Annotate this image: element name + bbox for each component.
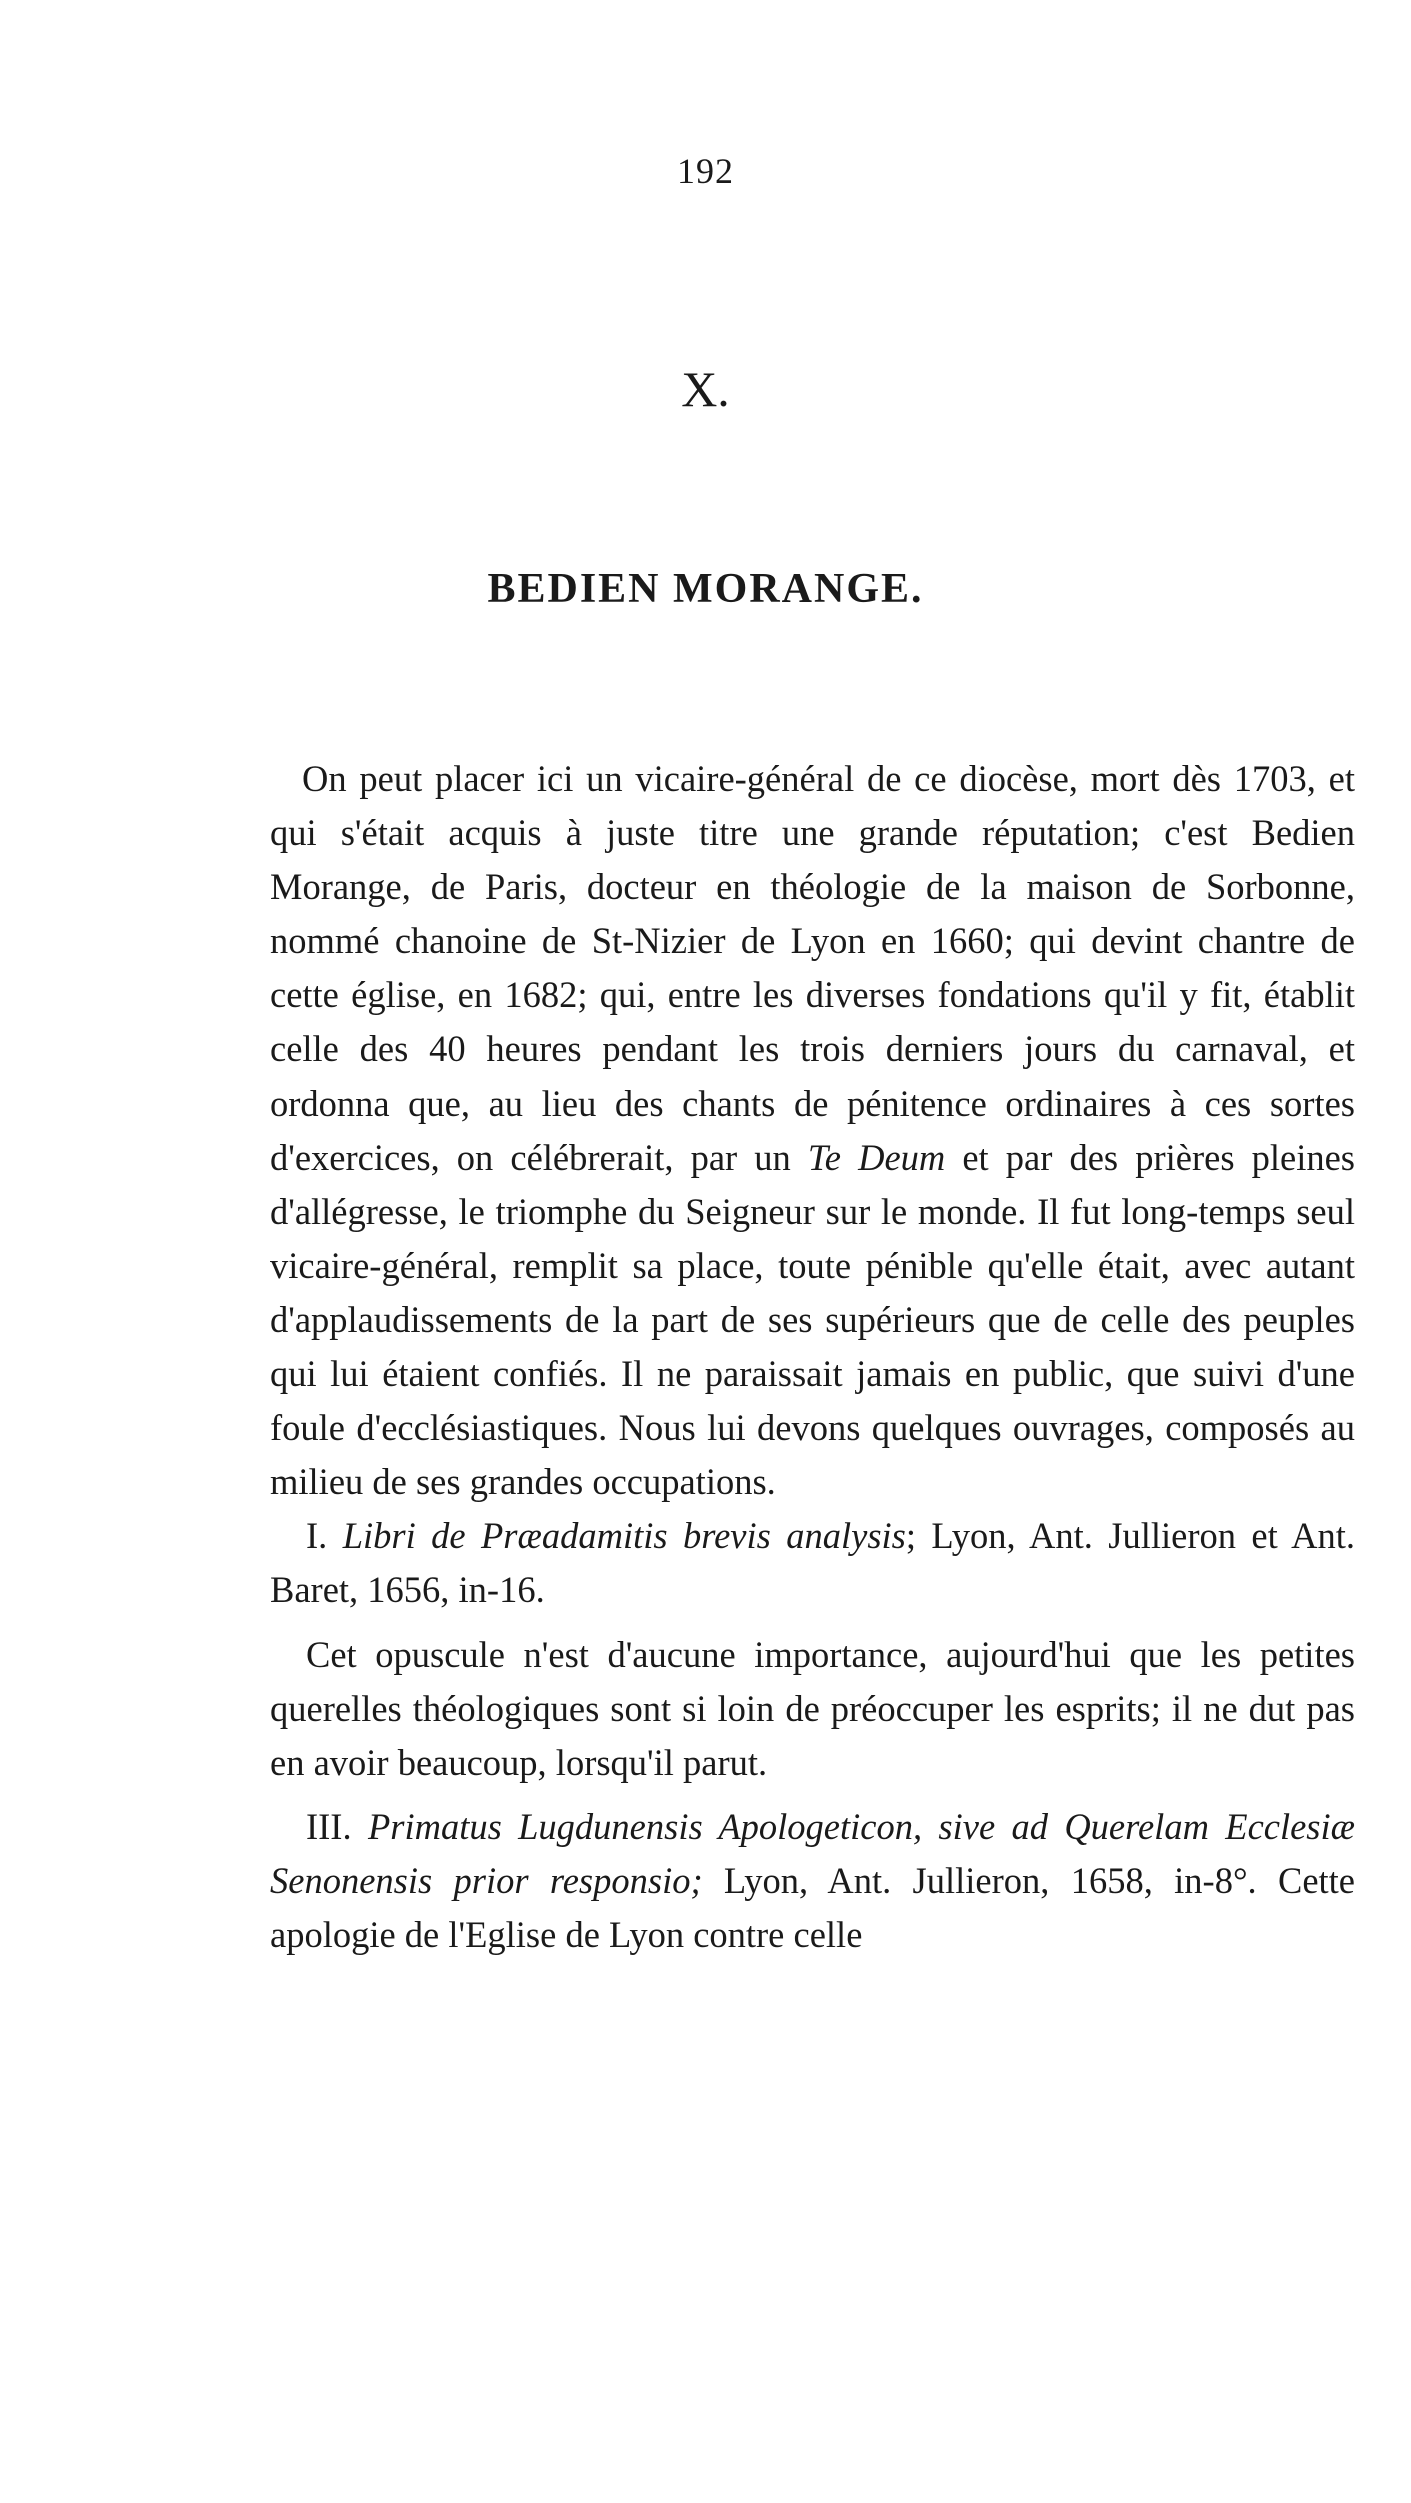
work-1-comment: Cet opuscule n'est d'aucune importance, aujourd'hui que les petites querelles théologiques sont si loin de préoccuper les esprits; il ne dut pas en avoir beaucoup, lorsqu'il parut. — [270, 1633, 1355, 1783]
intro-tail-text: et par des prières pleines d'allégresse, le triomphe du Seigneur sur le monde. Il fut long-temps seul vicaire-général, remplit sa place, toute pénible qu'elle était, avec autant d'applaudissements de la part de ses supérieurs que de celle des peuples qui lui étaient confiés. Il ne paraissait jamais en public, que suivi d'une foule d'ecclésiastiques. Nous lui devons quelques ouvrages, composés au milieu de ses grandes occupations. — [270, 1136, 1355, 1503]
work-3-number: III. — [306, 1805, 368, 1847]
body-text — [270, 752, 1355, 1962]
paragraph-gap — [270, 1790, 1355, 1800]
page-number: 192 — [677, 151, 734, 191]
work-1-publication: ; Lyon, Ant. Jullieron et Ant. Baret, 1656, in-16. — [270, 1515, 1355, 1611]
work-3-title: Primatus Lugdunensis Apologeticon, sive ad Querelam Ecclesiæ Senonensis prior responsio; — [270, 1805, 1355, 1901]
te-deum-italic: Te Deum — [807, 1136, 946, 1178]
section-numeral: X. — [681, 361, 730, 417]
paragraph-gap — [270, 1618, 1355, 1628]
chapter-title: BEDIEN MORANGE. — [487, 566, 924, 612]
work-1-number: I. — [306, 1515, 343, 1557]
work-1-title: Libri de Præadamitis brevis analysis — [342, 1515, 906, 1557]
work-3-entry — [270, 1800, 1355, 1962]
work-1-entry — [270, 1509, 1355, 1617]
intro-text: On peut placer ici un vicaire-général de ce diocèse, mort dès 1703, et qui s'était acquis à juste titre une grande réputation; c'est Bedien Morange, de Paris, docteur en théologie de la maison de Sorbonne, nommé chanoine de St-Nizier de Lyon en 1660; qui devint chantre de cette église, en 1682; qui, entre les diverses fondations qu'il y fit, établit celle des 40 heures pendant les trois derniers jours du carnaval, et ordonna que, au lieu des chants de pénitence ordinaires à ces sortes d'exercices, on célébrerait, par un — [270, 758, 1355, 1178]
work-3-publication: Lyon, Ant. Jullieron, 1658, in-8°. Cette apologie de l'Eglise de Lyon contre celle — [270, 1859, 1355, 1955]
intro-paragraph — [270, 752, 1355, 1509]
